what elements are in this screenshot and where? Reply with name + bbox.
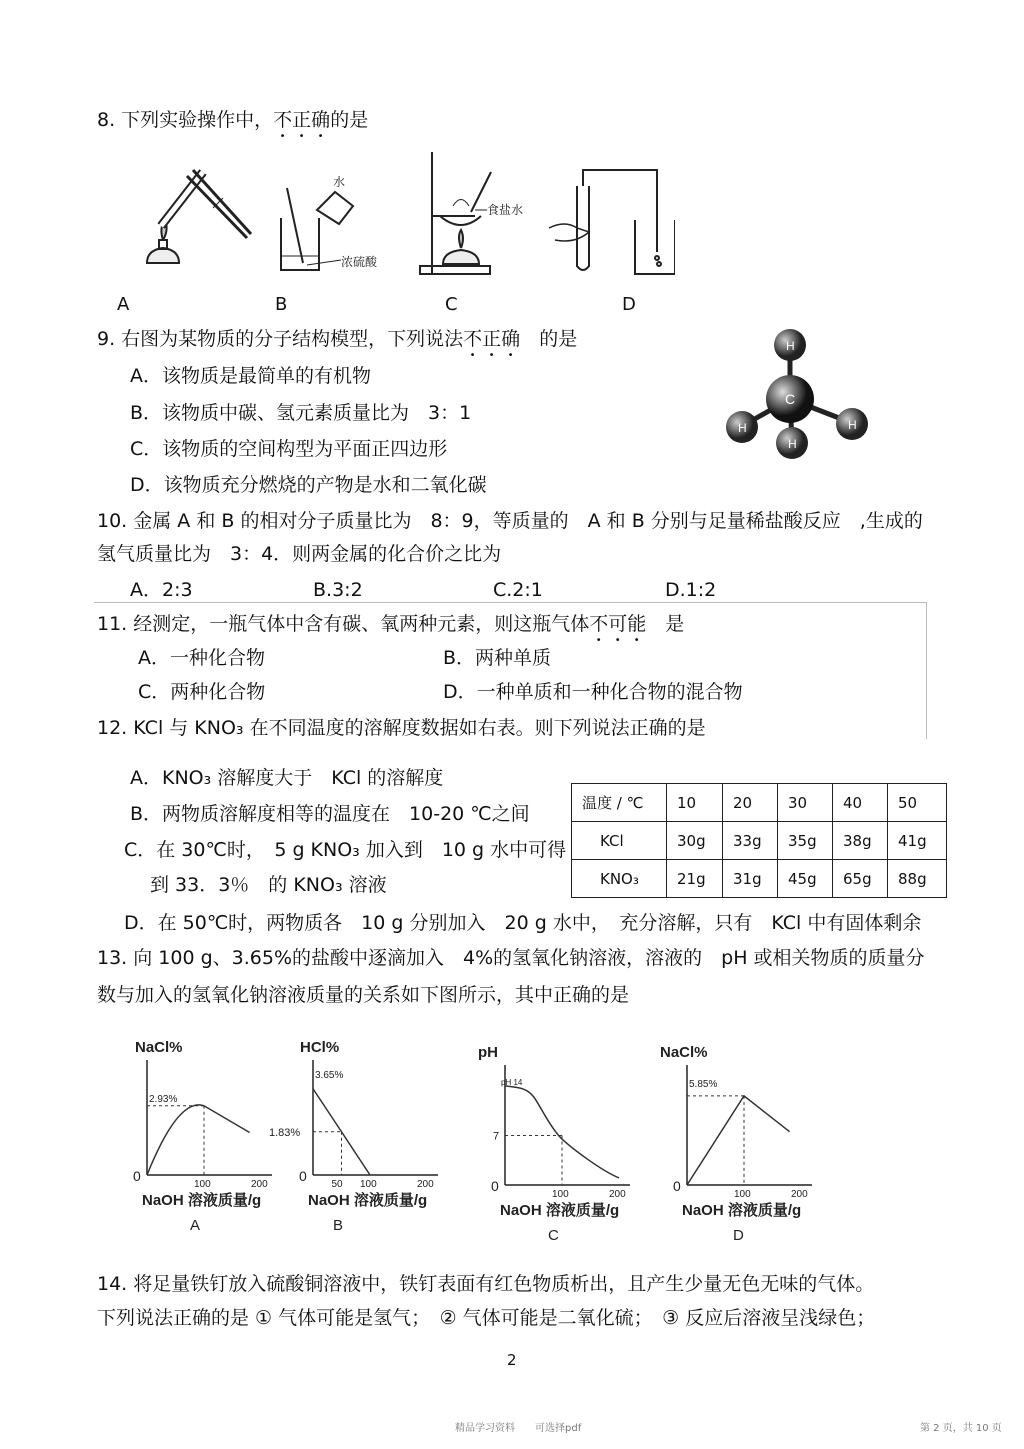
tick-label: 50 <box>331 1179 343 1190</box>
svg-text:H: H <box>788 437 797 451</box>
table-cell: 31g <box>723 860 778 898</box>
table-cell: 30g <box>667 822 723 860</box>
figure-b <box>281 174 378 270</box>
svg-text:C: C <box>785 391 796 407</box>
q12-option-a: A．KNO₃ 溶解度大于 KCl 的溶解度 <box>130 767 444 789</box>
series-line <box>147 1105 250 1175</box>
figure-a <box>147 170 251 263</box>
q8-stem: 8. 下列实验操作中，不正确的是 <box>97 109 369 131</box>
q10-option-c: C.2:1 <box>493 579 543 601</box>
table-cell: 20 <box>723 784 778 822</box>
q9-option-b: B．该物质中碳、氢元素质量比为 3：1 <box>130 402 472 424</box>
q12-option-d: D．在 50℃时，两物质各 10 g 分别加入 20 g 水中， 充分溶解，只有 KCl 中有固体剩余 <box>124 912 922 934</box>
table-cell: 33g <box>723 822 778 860</box>
page-number: 2 <box>507 1351 517 1369</box>
chart-label: B <box>333 1217 344 1234</box>
x-axis-label: NaOH 溶液质量/g <box>682 1202 802 1219</box>
q10-option-d: D.1:2 <box>665 579 717 601</box>
table-cell: 35g <box>778 822 833 860</box>
q12-option-b: B．两物质溶解度相等的温度在 10-20 ℃之间 <box>130 803 530 825</box>
tick-label: 100 <box>360 1179 377 1190</box>
q11-option-b: B．两种单质 <box>443 647 552 669</box>
table-cell: KNO₃ <box>572 860 667 898</box>
q10-stem-line1: 10. 金属 A 和 B 的相对分子质量比为 8：9，等质量的 A 和 B 分别与足量稀盐酸反应 ,生成的 <box>97 510 923 532</box>
chart-label: C <box>548 1227 559 1244</box>
q10-stem-line2: 氢气质量比为 3：4．则两金属的化合价之比为 <box>97 543 502 565</box>
table-cell: 41g <box>888 822 947 860</box>
q12-stem: 12. KCl 与 KNO₃ 在不同温度的溶解度数据如右表。则下列说法正确的是 <box>97 717 706 739</box>
tick-label: 200 <box>251 1179 268 1190</box>
svg-text:H: H <box>786 339 795 353</box>
table-header-row <box>572 784 947 822</box>
table-cell: 50 <box>888 784 947 822</box>
data-label: 7 <box>493 1130 500 1143</box>
table-cell: 21g <box>667 860 723 898</box>
q11-option-c: C．两种化合物 <box>138 681 266 703</box>
tick-label: 100 <box>734 1189 751 1200</box>
footer-right: 第 2 页，共 10 页 <box>920 1423 1002 1434</box>
origin-label: 0 <box>299 1168 307 1184</box>
origin-label: 0 <box>491 1178 499 1194</box>
q12-option-c-cont: 到 33．3％ 的 KNO₃ 溶液 <box>150 874 387 896</box>
tick-label: 200 <box>417 1179 434 1190</box>
figure-c <box>420 152 523 274</box>
q8-label-d: D <box>622 294 636 315</box>
tick-label: 100 <box>552 1189 569 1200</box>
y-axis-label: HCl% <box>300 1039 340 1056</box>
q13-stem-line2: 数与加入的氢氧化钠溶液质量的关系如下图所示，其中正确的是 <box>97 984 630 1006</box>
origin-label: 0 <box>133 1168 141 1184</box>
table-row <box>572 822 947 860</box>
table-cell: 10 <box>667 784 723 822</box>
q11-option-d: D．一种单质和一种化合物的混合物 <box>443 681 743 703</box>
footer-left: 精品学习资料 可选择pdf <box>455 1423 582 1434</box>
data-label: pH 14 <box>501 1078 523 1087</box>
q10-option-b: B.3:2 <box>313 579 363 601</box>
origin-label: 0 <box>673 1178 681 1194</box>
q9-option-c: C．该物质的空间构型为平面正四边形 <box>130 438 448 460</box>
x-axis-label: NaOH 溶液质量/g <box>500 1202 620 1219</box>
tick-label: 200 <box>609 1189 626 1200</box>
data-label: 1.83% <box>269 1126 301 1139</box>
methane-model <box>722 325 872 485</box>
y-axis-label: NaCl% <box>660 1044 708 1061</box>
q14-stem-line2: 下列说法正确的是 ① 气体可能是氢气； ② 气体可能是二氧化硫； ③ 反应后溶液呈浅绿色； <box>97 1307 876 1329</box>
q11-option-a: A．一种化合物 <box>138 647 265 669</box>
table-cell: 30 <box>778 784 833 822</box>
q9-stem: 9. 右图为某物质的分子结构模型，下列说法不正确 的是 <box>97 328 578 350</box>
series-line <box>505 1086 619 1178</box>
table-cell: 88g <box>888 860 947 898</box>
table-cell: 40 <box>833 784 888 822</box>
q13-stem-line1: 13. 向 100 g、3.65%的盐酸中逐滴加入 4%的氢氧化钠溶液，溶液的 pH 或相关物质的质量分 <box>97 947 925 969</box>
table-cell: 65g <box>833 860 888 898</box>
y-axis-label: pH <box>478 1044 498 1061</box>
data-label: 5.85% <box>689 1079 718 1090</box>
x-axis-label: NaOH 溶液质量/g <box>142 1192 262 1209</box>
table-cell: KCl <box>572 822 667 860</box>
q9-option-d: D．该物质充分燃烧的产物是水和二氧化碳 <box>130 474 487 496</box>
table-cell: 45g <box>778 860 833 898</box>
table-row <box>572 860 947 898</box>
q14-stem-line1: 14. 将足量铁钉放入硫酸铜溶液中，铁钉表面有红色物质析出，且产生少量无色无味的气体。 <box>97 1273 875 1295</box>
solubility-table <box>571 783 947 898</box>
q11-stem: 11. 经测定，一瓶气体中含有碳、氧两种元素，则这瓶气体不可能 是 <box>97 613 685 635</box>
q8-figures <box>135 148 675 283</box>
q8-label-b: B <box>275 294 288 315</box>
figure-d <box>549 170 675 274</box>
q12-option-c: C．在 30℃时， 5 g KNO₃ 加入到 10 g 水中可得 <box>124 839 567 861</box>
series-line <box>687 1096 790 1185</box>
data-label: 3.65% <box>315 1070 344 1081</box>
chart-label: A <box>190 1217 201 1234</box>
q10-option-a: A．2:3 <box>130 579 193 601</box>
q8-label-c: C <box>445 294 458 315</box>
tick-label: 200 <box>791 1189 808 1200</box>
chart-label: D <box>733 1227 744 1244</box>
x-axis-label: NaOH 溶液质量/g <box>308 1192 428 1209</box>
q8-label-a: A <box>117 294 130 315</box>
q13-charts <box>0 1030 1024 1245</box>
tick-label: 100 <box>194 1179 211 1190</box>
svg-text:H: H <box>848 418 857 432</box>
acid-label: 浓硫酸 <box>341 255 378 269</box>
water-label: 水 <box>333 175 346 189</box>
q9-option-a: A．该物质是最简单的有机物 <box>130 365 371 387</box>
table-cell: 38g <box>833 822 888 860</box>
table-cell: 温度 / ℃ <box>572 784 667 822</box>
svg-text:H: H <box>738 421 747 435</box>
data-label: 2.93% <box>149 1093 178 1105</box>
y-axis-label: NaCl% <box>135 1039 183 1056</box>
salt-label: 食盐水 <box>487 203 524 217</box>
